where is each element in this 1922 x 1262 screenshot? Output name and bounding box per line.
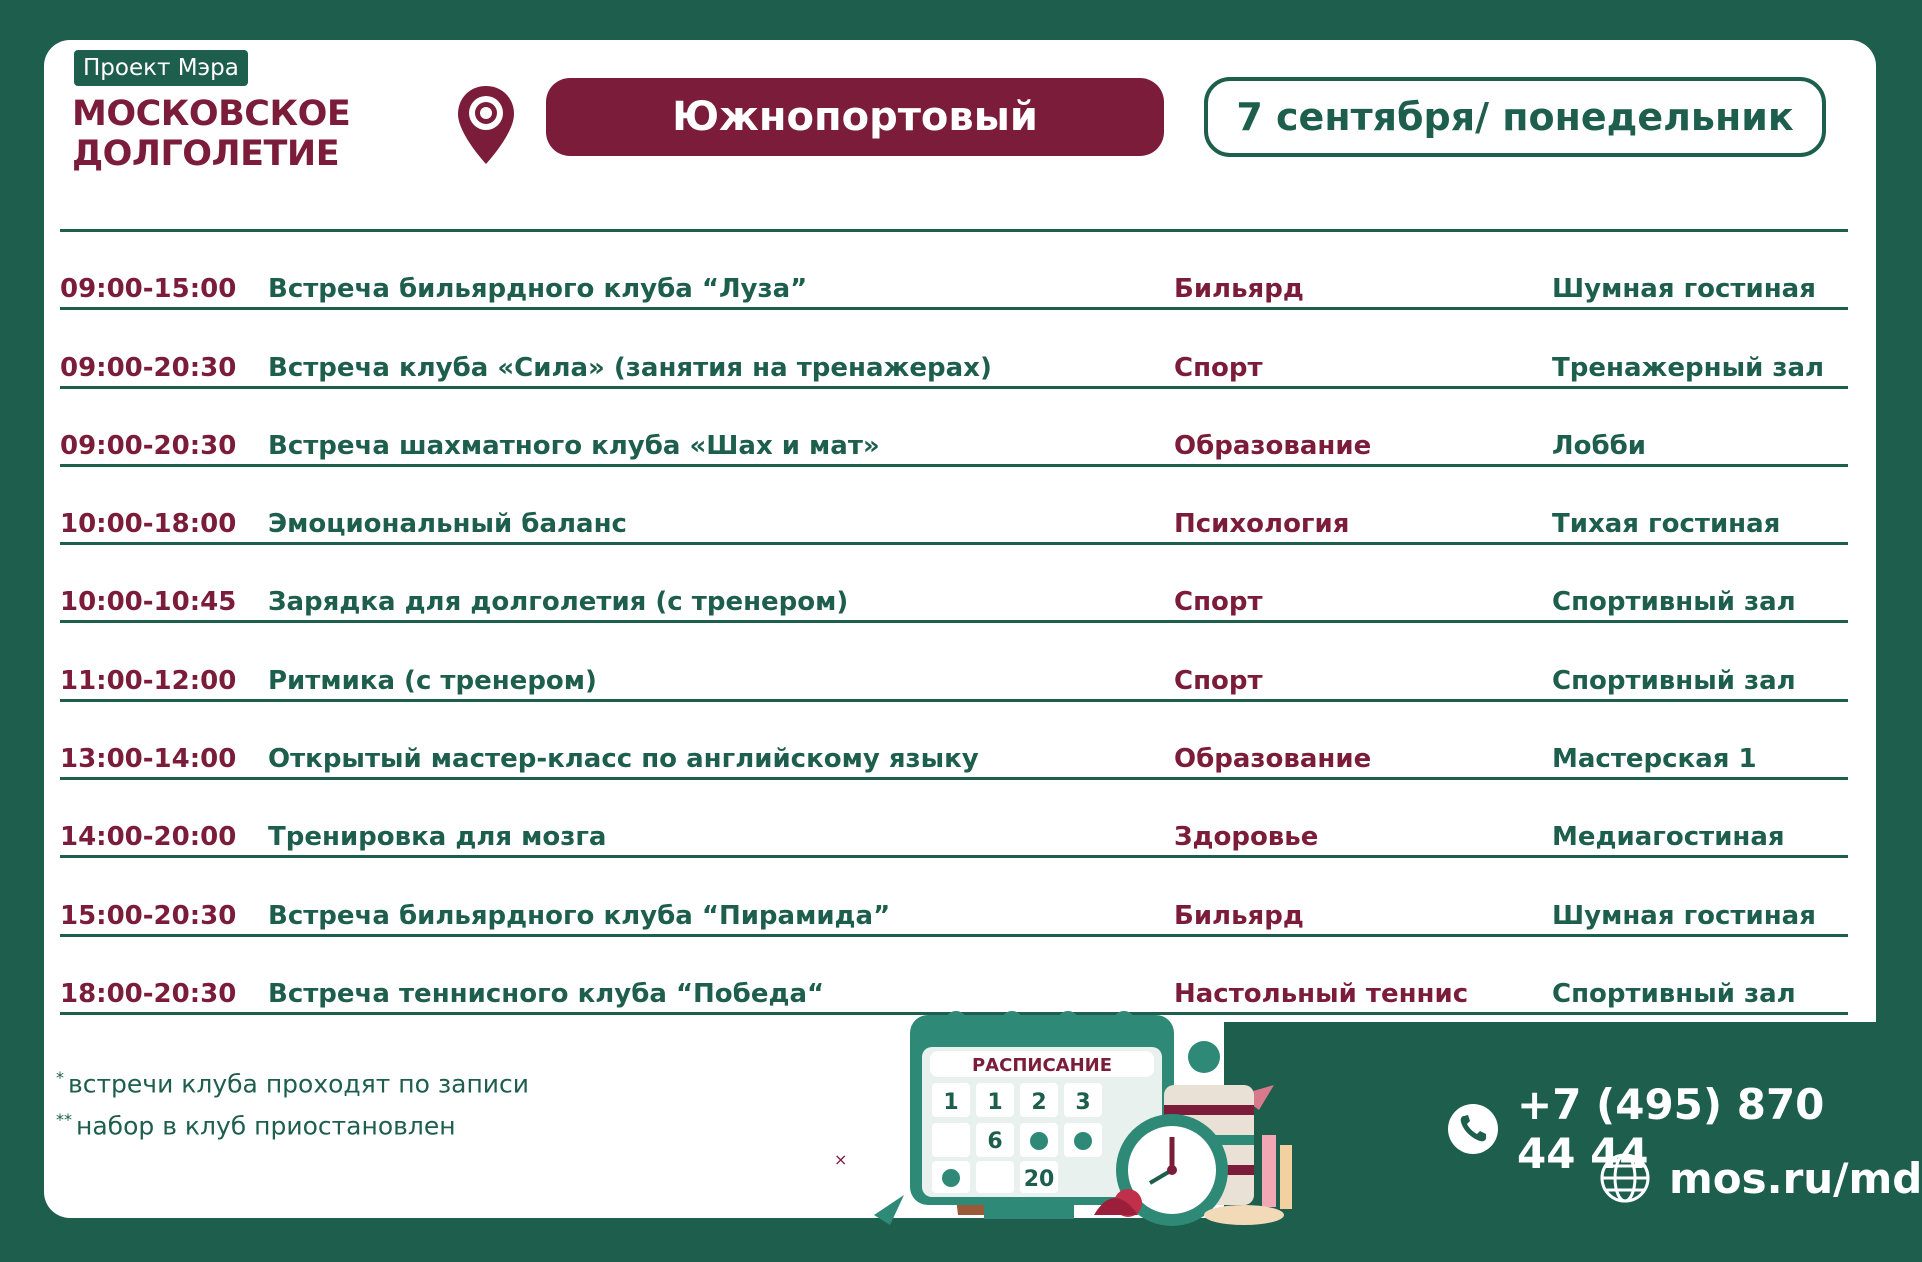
event-room: Лобби	[1552, 430, 1646, 461]
event-time: 11:00-12:00	[60, 665, 237, 696]
event-category: Бильярд	[1174, 274, 1304, 305]
website-contact	[1599, 1152, 1922, 1204]
event-category: Психология	[1174, 509, 1350, 540]
calendar-number: 3	[1075, 1090, 1091, 1115]
event-title: Тренировка для мозга	[268, 822, 607, 853]
project-tag: Проект Мэра	[74, 50, 248, 86]
location-pin-icon	[456, 84, 516, 166]
event-title: Встреча бильярдного клуба “Луза”	[268, 274, 808, 305]
calendar-label: РАСПИСАНИЕ	[971, 1055, 1113, 1076]
table-row	[60, 780, 1848, 858]
event-room: Мастерская 1	[1552, 744, 1757, 775]
logo-line-2: ДОЛГОЛЕТИЕ	[72, 134, 340, 174]
event-time: 10:00-18:00	[60, 509, 237, 540]
table-row	[60, 232, 1848, 310]
svg-text:×: ×	[834, 1150, 848, 1169]
table-row	[60, 623, 1848, 701]
logo	[72, 50, 350, 174]
logo-line-1: МОСКОВСКОЕ	[72, 94, 351, 134]
event-category: Спорт	[1174, 352, 1263, 383]
globe-icon	[1599, 1152, 1651, 1204]
event-room: Спортивный зал	[1552, 978, 1796, 1009]
event-category: Настольный теннис	[1174, 978, 1469, 1009]
event-title: Зарядка для долголетия (с тренером)	[268, 587, 849, 618]
calendar-number: 6	[987, 1129, 1003, 1154]
event-time: 10:00-10:45	[60, 587, 237, 618]
location-badge: Южнопортовый	[546, 78, 1164, 156]
event-category: Бильярд	[1174, 900, 1304, 931]
event-category: Образование	[1174, 430, 1372, 461]
calendar-number: 1	[943, 1090, 959, 1115]
event-category: Здоровье	[1174, 822, 1319, 853]
event-category: Спорт	[1174, 587, 1263, 618]
phone-icon	[1447, 1103, 1499, 1155]
table-row	[60, 310, 1848, 388]
calendar-number: 1	[987, 1090, 1003, 1115]
event-title: Встреча теннисного клуба “Победа“	[268, 978, 825, 1009]
event-time: 09:00-20:30	[60, 430, 237, 461]
event-room: Тренажерный зал	[1552, 352, 1825, 383]
footnote-text: набор в клуб приостановлен	[76, 1111, 456, 1141]
footnotes	[56, 1060, 529, 1145]
event-title: Встреча клуба «Сила» (занятия на тренажерах)	[268, 352, 992, 383]
footnote-2	[56, 1102, 529, 1144]
schedule-table	[60, 232, 1848, 1015]
calendar-number: 20	[1023, 1167, 1055, 1192]
event-room: Спортивный зал	[1552, 587, 1796, 618]
event-room: Спортивный зал	[1552, 665, 1796, 696]
event-time: 15:00-20:30	[60, 900, 237, 931]
phone-number: +7 (495) 870 44 44	[1517, 1080, 1825, 1178]
table-row	[60, 467, 1848, 545]
event-time: 09:00-15:00	[60, 274, 237, 305]
event-title: Ритмика (с тренером)	[268, 665, 597, 696]
footnote-mark: *	[56, 1068, 64, 1087]
calendar-number: 2	[1031, 1090, 1047, 1115]
event-room: Тихая гостиная	[1552, 509, 1781, 540]
calendar-illustration	[684, 985, 1304, 1225]
event-time: 18:00-20:30	[60, 978, 237, 1009]
event-time: 09:00-20:30	[60, 352, 237, 383]
event-room: Шумная гостиная	[1552, 274, 1816, 305]
website-link[interactable]: mos.ru/md	[1669, 1153, 1922, 1203]
event-time: 13:00-14:00	[60, 744, 237, 775]
footnote-mark: **	[56, 1110, 72, 1130]
footnote-1	[56, 1060, 529, 1102]
footnote-text: встречи клуба проходят по записи	[68, 1069, 530, 1099]
event-title: Эмоциональный баланс	[268, 509, 627, 540]
event-room: Шумная гостиная	[1552, 900, 1816, 931]
event-time: 14:00-20:00	[60, 822, 237, 853]
event-title: Открытый мастер-класс по английскому языку	[268, 744, 979, 775]
table-row	[60, 389, 1848, 467]
table-row	[60, 702, 1848, 780]
event-room: Медиагостиная	[1552, 822, 1785, 853]
schedule-card	[44, 40, 1922, 1218]
table-row	[60, 545, 1848, 623]
event-title: Встреча шахматного клуба «Шах и мат»	[268, 430, 880, 461]
table-row	[60, 858, 1848, 936]
event-category: Спорт	[1174, 665, 1263, 696]
date-badge: 7 сентября/ понедельник	[1204, 77, 1826, 157]
event-title: Встреча бильярдного клуба “Пирамида”	[268, 900, 891, 931]
event-category: Образование	[1174, 744, 1372, 775]
